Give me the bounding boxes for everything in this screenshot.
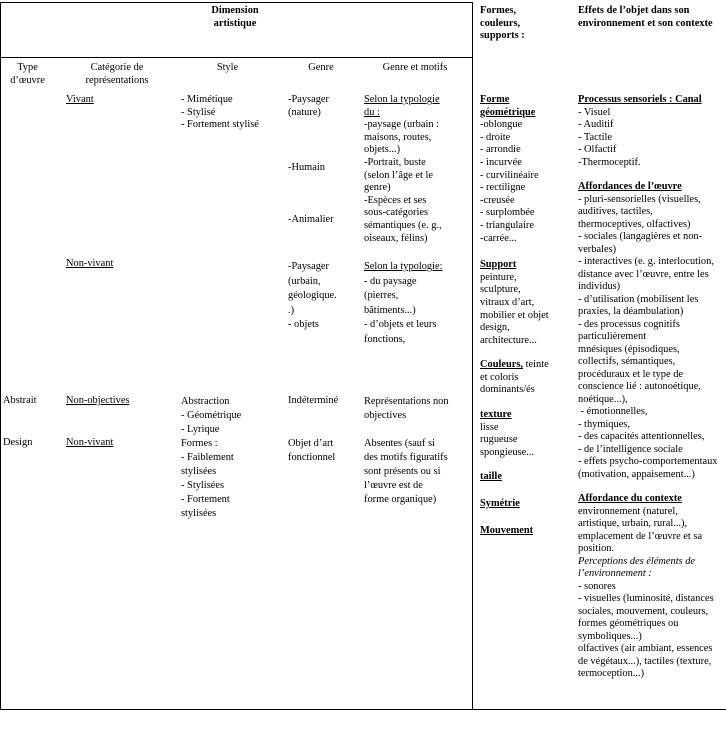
- mouvement-head: Mouvement: [480, 524, 534, 536]
- affordance-contexte-line: artistique, urbain, rural...),: [578, 518, 688, 529]
- motifs-line: - du paysage: [364, 275, 417, 287]
- r4-motifs: [364, 437, 448, 507]
- r1-genre-paysager: [288, 94, 329, 119]
- affordance-contexte-line: position.: [578, 543, 615, 554]
- affordances-oeuvre-line: particulièrement: [578, 331, 647, 342]
- forme-item: - triangulaire: [480, 219, 534, 231]
- motifs-line: - d’objets et leurs: [364, 319, 437, 331]
- support-line: peinture,: [480, 271, 517, 283]
- col-genre-motifs-header: Genre et motifs: [382, 62, 448, 73]
- affordances-oeuvre-line: praxies, la déambulation): [578, 306, 684, 317]
- effets-column: [578, 94, 717, 681]
- forme-head: géométrique: [480, 106, 536, 118]
- motifs-line: sémantiques (e. g.,: [364, 219, 442, 231]
- affordances-oeuvre-line: - sociales (langagières et non-: [578, 231, 703, 242]
- r3-categorie: Non-objectives: [66, 395, 130, 406]
- affordances-oeuvre-line: - d’utilisation (mobilisent les: [578, 293, 699, 305]
- support-head: Support: [480, 259, 517, 271]
- style-line: - Mimétique: [181, 94, 233, 105]
- affordances-oeuvre-line: - pluri-sensorielles (visuelles,: [578, 193, 701, 205]
- r3-genre: Indéterminé: [288, 395, 339, 406]
- texture-line: spongieuse...: [480, 446, 534, 458]
- affordances-oeuvre-line: auditives, tactiles,: [578, 206, 653, 217]
- effets-header-line: environnement et son contexte: [578, 17, 713, 29]
- style-line: - Lyrique: [181, 424, 220, 435]
- r3-type: Abstrait: [3, 395, 37, 406]
- processus-item: - Tactile: [578, 131, 612, 143]
- texture-line: lisse: [480, 421, 499, 433]
- affordances-oeuvre-line: individus): [578, 281, 621, 292]
- motifs-line: (pierres,: [364, 290, 399, 302]
- couleurs-head: Couleurs,: [480, 359, 524, 371]
- style-line: Formes :: [181, 438, 218, 449]
- texture-line: rugueuse: [480, 434, 518, 446]
- genre-line: -Paysager: [288, 261, 329, 272]
- motifs-line: -Espèces et ses: [364, 194, 427, 206]
- affordances-oeuvre-line: - interactives (e. g. interlocution,: [578, 256, 714, 267]
- couleurs-sub-line: dominants/és: [480, 384, 535, 396]
- environnement-line: de végétaux...), tactiles (texture,: [578, 655, 712, 667]
- affordances-oeuvre-line: - effets psycho-comportementaux: [578, 456, 718, 467]
- forme-item: - droite: [480, 131, 511, 143]
- genre-line: (nature): [288, 106, 321, 118]
- affordances-oeuvre-line: conscience lié : autonoétique,: [578, 381, 701, 392]
- forme-head: Forme: [480, 94, 510, 105]
- affordances-oeuvre-line: - émotionnelles,: [578, 406, 648, 417]
- formes-header-line: supports :: [480, 30, 525, 42]
- style-line: - Faiblement: [181, 452, 234, 463]
- motifs-line: sont présents ou si: [364, 466, 441, 477]
- environnement-line: formes géométriques ou: [578, 618, 679, 629]
- environnement-line: termoception...): [578, 668, 645, 679]
- environnement-line: sociales, mouvement, couleurs,: [578, 605, 709, 617]
- affordance-contexte-line: environnement (naturel,: [578, 505, 678, 517]
- r3-motifs: [364, 395, 449, 423]
- processus-item: - Olfactif: [578, 144, 617, 155]
- r1-genre-animalier: -Animalier: [288, 214, 334, 225]
- affordances-oeuvre-line: - des processus cognitifs: [578, 318, 680, 330]
- support-line: mobilier et objet: [480, 309, 549, 321]
- style-line: - Stylisé: [181, 106, 216, 118]
- formes-column: [480, 94, 549, 537]
- genre-line: -Paysager: [288, 94, 329, 105]
- border-middle: [472, 2, 473, 710]
- forme-item: - arrondie: [480, 144, 521, 156]
- genre-line: Objet d’art: [288, 438, 334, 449]
- motifs-line: sous-catégories: [364, 207, 429, 219]
- col-type-line: Type: [17, 62, 38, 73]
- col-genre-header: Genre: [308, 62, 334, 73]
- col-type-header: [0, 62, 55, 87]
- style-line: - Fortement: [181, 494, 230, 505]
- affordance-contexte-line: emplacement de l’œuvre et sa: [578, 530, 703, 542]
- affordances-oeuvre-line: - des capacités attentionnelles,: [578, 431, 705, 442]
- r2-genre: [288, 260, 337, 333]
- genre-line: .): [288, 304, 295, 316]
- r4-genre: [288, 437, 335, 465]
- motifs-line: Absentes (sauf si: [364, 438, 435, 449]
- processus-item: -Thermoceptif.: [578, 156, 641, 168]
- style-line: Abstraction: [181, 396, 230, 407]
- processus-item: - Visuel: [578, 106, 611, 118]
- affordances-oeuvre-line: distance avec l’œuvre, entre les: [578, 268, 709, 280]
- motifs-line: objectives: [364, 410, 407, 421]
- forme-item: - curvilinéaire: [480, 169, 539, 181]
- border-top-left: [0, 2, 473, 3]
- genre-line: géologique.: [288, 290, 337, 302]
- environnement-line: symboliques...): [578, 630, 642, 642]
- genre-line: (urbain,: [288, 275, 321, 287]
- motifs-line: oiseaux, félins): [364, 232, 428, 244]
- r1-style: [181, 94, 259, 132]
- symetrie-head: Symétrie: [480, 498, 520, 510]
- perceptions-line: Perceptions des éléments de: [578, 555, 696, 567]
- r3-style: [181, 395, 241, 437]
- couleurs-tail: teinte: [523, 359, 549, 371]
- couleurs-sub-line: et coloris: [480, 371, 519, 383]
- support-line: design,: [480, 322, 510, 334]
- affordances-oeuvre-line: collectifs, sémantiques,: [578, 356, 676, 367]
- motifs-line: Représentations non: [364, 396, 449, 407]
- motifs-line: -Portrait, buste: [364, 156, 426, 168]
- dimension-header: [150, 5, 320, 30]
- affordance-contexte-head: Affordance du contexte: [578, 493, 682, 504]
- support-line: architecture...: [480, 334, 537, 346]
- border-bottom: [0, 709, 726, 710]
- motifs-line: -paysage (urbain :: [364, 119, 440, 131]
- motifs-line: objets...): [364, 144, 401, 156]
- formes-header: [480, 5, 525, 43]
- genre-line: fonctionnel: [288, 452, 336, 463]
- texture-head: texture: [480, 409, 512, 421]
- formes-header-line: couleurs,: [480, 17, 521, 29]
- formes-header-line: Formes,: [480, 5, 517, 16]
- forme-item: -carrée...: [480, 232, 517, 244]
- motifs-head-line: Selon la typologie: [364, 94, 440, 105]
- dimension-line-1: Dimension: [211, 5, 259, 16]
- couleurs-line: [480, 359, 549, 372]
- dimension-line-2: artistique: [213, 17, 257, 29]
- taille-head: taille: [480, 471, 502, 483]
- effets-header-line: Effets de l’objet dans son: [578, 5, 690, 16]
- r4-categorie: Non-vivant: [66, 437, 114, 448]
- r2-motifs: [364, 260, 443, 348]
- col-style-header: Style: [216, 62, 239, 73]
- motifs-line: forme organique): [364, 494, 437, 505]
- motifs-line: bâtiments...): [364, 304, 416, 316]
- style-line: stylisées: [181, 508, 217, 519]
- perceptions-line: l’environnement :: [578, 568, 652, 579]
- support-line: sculpture,: [480, 284, 521, 296]
- style-line: - Stylisées: [181, 480, 225, 491]
- col-categorie-line: représentations: [85, 74, 149, 86]
- col-categorie-line: Catégorie de: [90, 62, 144, 73]
- affordances-oeuvre-line: mnésiques (épisodiques,: [578, 343, 680, 355]
- environnement-line: - sonores: [578, 580, 616, 592]
- affordances-oeuvre-line: thermoceptives, olfactives): [578, 218, 691, 230]
- forme-item: - incurvée: [480, 156, 522, 168]
- affordances-oeuvre-line: verbales): [578, 243, 617, 255]
- motifs-head-line: Selon la typologie:: [364, 261, 443, 272]
- affordances-oeuvre-line: procéduraux et le type de: [578, 368, 684, 380]
- environnement-line: olfactives (air ambiant, essences: [578, 643, 713, 654]
- motifs-line: (selon l’âge et le: [364, 169, 433, 181]
- environnement-line: - visuelles (luminosité, distances: [578, 593, 714, 604]
- forme-item: -creusée: [480, 194, 515, 206]
- forme-item: - rectiligne: [480, 182, 526, 194]
- affordances-oeuvre-line: - de l’intelligence sociale: [578, 443, 683, 455]
- col-categorie-header: [62, 62, 172, 87]
- col-type-line: d’œuvre: [10, 74, 45, 86]
- affordances-oeuvre-line: - thymiques,: [578, 418, 630, 430]
- motifs-head-line: du :: [364, 106, 380, 118]
- processus-item: - Auditif: [578, 119, 614, 130]
- affordances-oeuvre-head: Affordances de l’œuvre: [578, 181, 682, 192]
- forme-item: -oblongue: [480, 119, 523, 131]
- header-divider: [0, 57, 473, 58]
- motifs-line: l’œuvre est de: [364, 480, 423, 491]
- r1-motifs: [364, 94, 442, 245]
- r1-genre-humain: -Humain: [288, 162, 325, 173]
- style-line: stylisées: [181, 466, 217, 477]
- genre-line: - objets: [288, 319, 319, 331]
- affordances-oeuvre-line: (motivation, appaisement...): [578, 468, 695, 480]
- r1-categorie: Vivant: [66, 94, 94, 105]
- r2-categorie: Non-vivant: [66, 258, 114, 269]
- style-line: - Fortement stylisé: [181, 119, 259, 131]
- style-line: - Géométrique: [181, 410, 242, 421]
- r4-type: Design: [3, 437, 33, 448]
- forme-item: - surplombée: [480, 207, 535, 219]
- processus-head: Processus sensoriels : Canal: [578, 94, 702, 105]
- motifs-line: des motifs figuratifs: [364, 452, 448, 463]
- affordances-oeuvre-line: noétique...),: [578, 393, 628, 405]
- border-left: [0, 2, 1, 710]
- r4-style: [181, 437, 234, 521]
- motifs-line: fonctions,: [364, 333, 406, 345]
- effets-header: [578, 5, 713, 30]
- motifs-line: maisons, routes,: [364, 131, 432, 143]
- motifs-line: genre): [364, 182, 391, 194]
- support-line: vitraux d’art,: [480, 296, 535, 308]
